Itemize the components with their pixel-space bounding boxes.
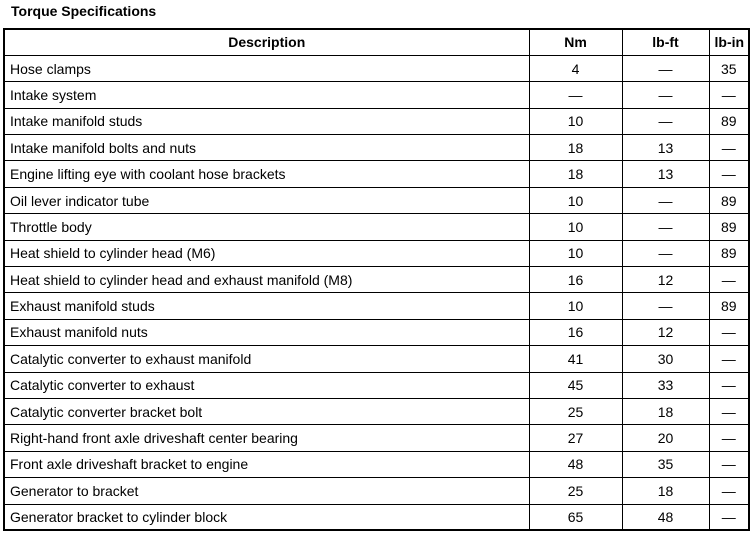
cell-lbin: —: [709, 267, 749, 293]
table-row: [4, 108, 749, 134]
cell-description: Throttle body: [4, 214, 529, 240]
cell-lbft: 13: [622, 161, 709, 187]
cell-nm: 65: [529, 504, 622, 530]
cell-nm: 16: [529, 267, 622, 293]
cell-lbin: —: [709, 372, 749, 398]
cell-description: Exhaust manifold nuts: [4, 319, 529, 345]
table-row: [4, 425, 749, 451]
cell-lbin: —: [709, 398, 749, 424]
cell-description: Exhaust manifold studs: [4, 293, 529, 319]
cell-lbin: —: [709, 319, 749, 345]
cell-description: Heat shield to cylinder head and exhaust manifold (M8): [4, 267, 529, 293]
cell-lbin: 89: [709, 293, 749, 319]
table-row: [4, 135, 749, 161]
cell-nm: 4: [529, 55, 622, 81]
cell-lbft: 12: [622, 319, 709, 345]
header-description: Description: [4, 29, 529, 55]
cell-lbin: 89: [709, 187, 749, 213]
cell-nm: 27: [529, 425, 622, 451]
cell-description: Heat shield to cylinder head (M6): [4, 240, 529, 266]
cell-nm: 18: [529, 135, 622, 161]
cell-description: Intake manifold bolts and nuts: [4, 135, 529, 161]
cell-lbft: —: [622, 240, 709, 266]
cell-nm: 25: [529, 398, 622, 424]
table-body: [4, 55, 749, 530]
cell-nm: —: [529, 82, 622, 108]
header-nm: Nm: [529, 29, 622, 55]
cell-description: Intake system: [4, 82, 529, 108]
table-row: [4, 451, 749, 477]
cell-nm: 10: [529, 108, 622, 134]
table-row: [4, 319, 749, 345]
cell-lbft: —: [622, 55, 709, 81]
cell-lbin: —: [709, 425, 749, 451]
cell-nm: 16: [529, 319, 622, 345]
cell-lbft: 48: [622, 504, 709, 530]
cell-nm: 10: [529, 187, 622, 213]
table-header-row: [4, 29, 749, 55]
table-row: [4, 478, 749, 504]
cell-lbin: —: [709, 451, 749, 477]
table-row: [4, 187, 749, 213]
cell-lbft: 33: [622, 372, 709, 398]
cell-nm: 25: [529, 478, 622, 504]
cell-lbin: 89: [709, 214, 749, 240]
cell-lbin: —: [709, 135, 749, 161]
cell-lbin: —: [709, 478, 749, 504]
table-row: [4, 55, 749, 81]
cell-nm: 48: [529, 451, 622, 477]
cell-lbin: 89: [709, 108, 749, 134]
cell-lbft: —: [622, 293, 709, 319]
header-lbft: lb-ft: [622, 29, 709, 55]
header-lbin: lb-in: [709, 29, 749, 55]
cell-description: Generator to bracket: [4, 478, 529, 504]
cell-lbin: —: [709, 346, 749, 372]
table-row: [4, 82, 749, 108]
cell-lbft: 18: [622, 398, 709, 424]
cell-lbft: —: [622, 214, 709, 240]
cell-description: Engine lifting eye with coolant hose brackets: [4, 161, 529, 187]
cell-description: Right-hand front axle driveshaft center bearing: [4, 425, 529, 451]
table-row: [4, 504, 749, 530]
table-row: [4, 267, 749, 293]
cell-lbin: —: [709, 504, 749, 530]
table-row: [4, 398, 749, 424]
cell-description: Catalytic converter to exhaust manifold: [4, 346, 529, 372]
cell-lbft: 35: [622, 451, 709, 477]
cell-description: Generator bracket to cylinder block: [4, 504, 529, 530]
cell-nm: 45: [529, 372, 622, 398]
cell-lbft: —: [622, 82, 709, 108]
page-title: Torque Specifications: [11, 3, 157, 19]
table-row: [4, 372, 749, 398]
cell-description: Catalytic converter bracket bolt: [4, 398, 529, 424]
cell-lbin: —: [709, 161, 749, 187]
cell-lbft: —: [622, 187, 709, 213]
cell-description: Catalytic converter to exhaust: [4, 372, 529, 398]
cell-lbin: —: [709, 82, 749, 108]
table-row: [4, 346, 749, 372]
cell-description: Oil lever indicator tube: [4, 187, 529, 213]
cell-nm: 41: [529, 346, 622, 372]
table-row: [4, 240, 749, 266]
cell-lbft: 20: [622, 425, 709, 451]
cell-description: Front axle driveshaft bracket to engine: [4, 451, 529, 477]
cell-lbft: 12: [622, 267, 709, 293]
table-row: [4, 161, 749, 187]
cell-nm: 10: [529, 214, 622, 240]
cell-nm: 10: [529, 240, 622, 266]
cell-description: Hose clamps: [4, 55, 529, 81]
cell-lbin: 89: [709, 240, 749, 266]
cell-nm: 10: [529, 293, 622, 319]
cell-lbft: —: [622, 108, 709, 134]
cell-lbft: 13: [622, 135, 709, 161]
cell-lbft: 18: [622, 478, 709, 504]
cell-nm: 18: [529, 161, 622, 187]
torque-spec-table: [3, 28, 750, 531]
table-row: [4, 214, 749, 240]
cell-lbin: 35: [709, 55, 749, 81]
table-row: [4, 293, 749, 319]
cell-description: Intake manifold studs: [4, 108, 529, 134]
cell-lbft: 30: [622, 346, 709, 372]
